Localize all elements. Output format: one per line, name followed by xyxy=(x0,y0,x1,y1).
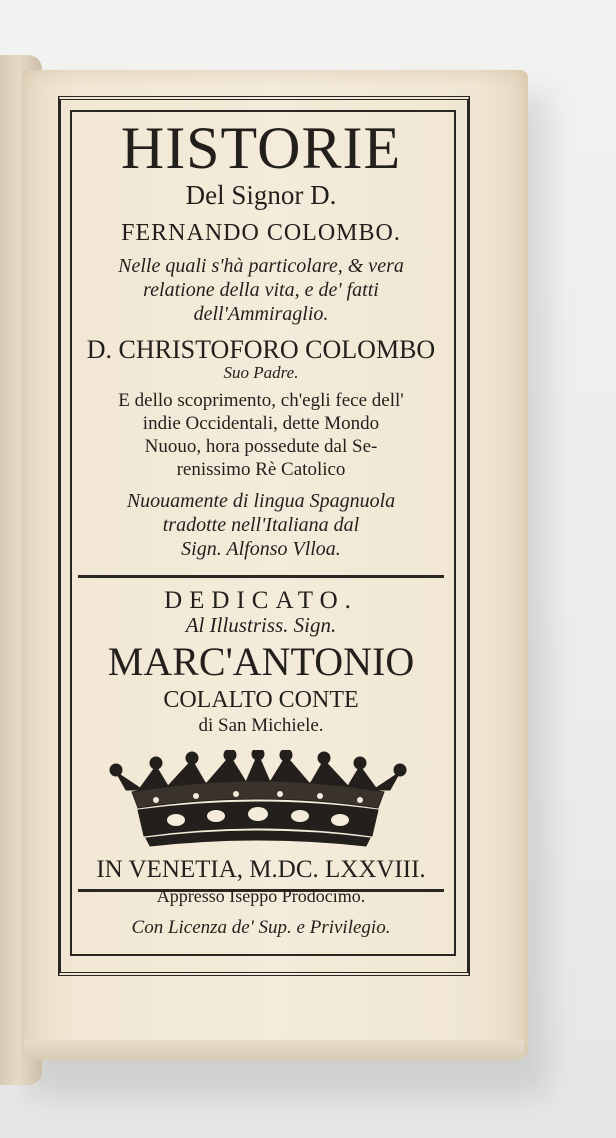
dedicatee-place: di San Michiele. xyxy=(198,715,324,736)
page-edge xyxy=(24,1040,524,1060)
imprint-printer: Appresso Iseppo Prodocimo. xyxy=(156,886,366,906)
discovery-line: indie Occidentali, dette Mondo xyxy=(142,413,380,434)
dedicatee-name: MARC'ANTONIO xyxy=(107,639,415,684)
subject-name: D. CHRISTOFORO COLOMBO xyxy=(86,335,436,364)
dedication-label: DEDICATO. xyxy=(164,587,358,614)
imprint-license: Con Licenza de' Sup. e Privilegio. xyxy=(131,917,391,938)
imprint-place-date: IN VENETIA, M.DC. LXXVIII. xyxy=(96,856,426,883)
crown-ornament xyxy=(96,750,420,850)
discovery-line: E dello scoprimento, ch'egli fece dell' xyxy=(118,390,404,411)
book-title: HISTORIE xyxy=(120,115,402,181)
discovery-line: renissimo Rè Catolico xyxy=(176,459,346,480)
translation-line: Nuouamente di lingua Spagnuola xyxy=(126,490,396,512)
author-prefix: Del Signor D. xyxy=(185,180,337,210)
author-name: FERNANDO COLOMBO. xyxy=(121,220,401,246)
subtitle-line: dell'Ammiraglio. xyxy=(193,303,329,325)
subject-relation: Suo Padre. xyxy=(223,363,299,382)
subtitle-line: Nelle quali s'hà particolare, & vera xyxy=(118,255,404,277)
dedication-to: Al Illustriss. Sign. xyxy=(185,613,337,637)
subtitle-line: relatione della vita, e de' fatti xyxy=(143,279,379,301)
discovery-line: Nuouo, hora possedute dal Se- xyxy=(144,436,378,457)
dedicatee-title: COLALTO CONTE xyxy=(163,687,359,713)
translation-line: tradotte nell'Italiana dal xyxy=(162,514,360,536)
translation-line: Sign. Alfonso Vlloa. xyxy=(181,538,341,560)
rule-divider-top xyxy=(78,575,444,578)
